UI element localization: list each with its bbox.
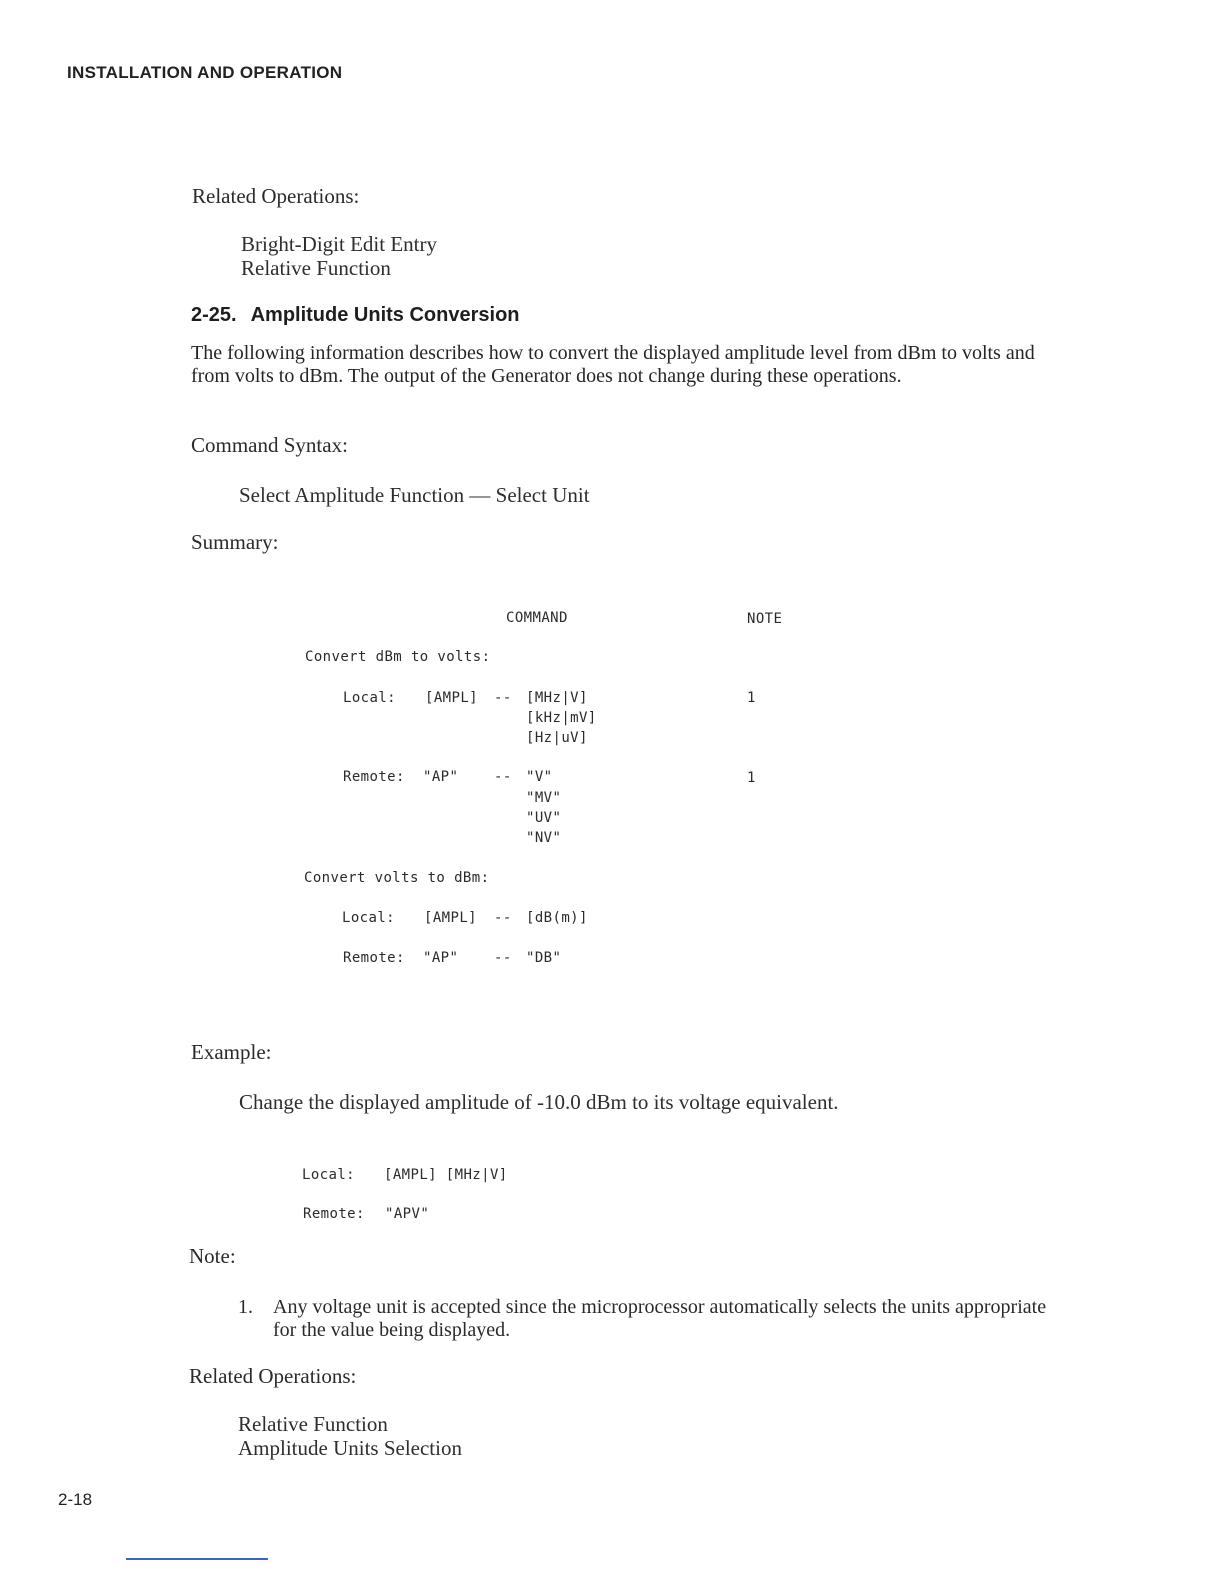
example-remote-command: "APV" xyxy=(385,1206,430,1222)
page-number: 2-18 xyxy=(58,1490,93,1509)
related-operation-item: Relative Function xyxy=(241,256,391,280)
unit-key: [Hz|uV] xyxy=(526,730,588,746)
remote-unit: "V" xyxy=(526,769,553,785)
note-label: Note: xyxy=(189,1244,236,1268)
remote-command: "AP" xyxy=(423,950,459,966)
remote-unit: "DB" xyxy=(526,950,562,966)
related-operations-label: Related Operations: xyxy=(192,184,360,208)
volts-to-dbm-heading: Convert volts to dBm: xyxy=(304,870,490,886)
note-item xyxy=(238,1296,1048,1342)
running-header: INSTALLATION AND OPERATION xyxy=(67,63,343,82)
related-operations-label: Related Operations: xyxy=(189,1364,357,1388)
remote-unit: "NV" xyxy=(526,830,562,846)
note-text: Any voltage unit is accepted since the microprocessor automatically selects the units appropriate for the value being displayed. xyxy=(273,1296,1047,1341)
column-header-note: NOTE xyxy=(747,611,783,627)
scan-edge-line xyxy=(126,1558,268,1560)
related-operation-item: Bright-Digit Edit Entry xyxy=(241,232,437,256)
separator: -- xyxy=(494,690,512,706)
ampl-key: [AMPL] xyxy=(424,910,477,926)
section-number: 2-25. xyxy=(191,304,237,326)
example-local-command: [AMPL] [MHz|V] xyxy=(384,1167,508,1183)
note-ref: 1 xyxy=(747,770,756,786)
local-label: Local: xyxy=(342,910,395,926)
command-syntax-text: Select Amplitude Function — Select Unit xyxy=(239,483,590,507)
remote-label: Remote: xyxy=(343,769,405,785)
separator: -- xyxy=(494,910,512,926)
example-text: Change the displayed amplitude of -10.0 dBm to its voltage equivalent. xyxy=(239,1090,839,1114)
column-header-command: COMMAND xyxy=(506,610,568,626)
remote-unit: "UV" xyxy=(526,810,562,826)
local-label: Local: xyxy=(343,690,396,706)
related-operation-item: Relative Function xyxy=(238,1412,388,1436)
dbm-to-volts-heading: Convert dBm to volts: xyxy=(305,649,491,665)
note-ref: 1 xyxy=(747,690,756,706)
note-number: 1. xyxy=(238,1296,253,1318)
example-remote-label: Remote: xyxy=(303,1206,365,1222)
unit-key: [dB(m)] xyxy=(526,910,588,926)
remote-unit: "MV" xyxy=(526,790,562,806)
separator: -- xyxy=(494,950,512,966)
ampl-key: [AMPL] xyxy=(425,690,478,706)
unit-key: [MHz|V] xyxy=(526,690,588,706)
related-operation-item: Amplitude Units Selection xyxy=(238,1436,462,1460)
example-local-label: Local: xyxy=(302,1167,355,1183)
separator: -- xyxy=(494,769,512,785)
section-heading xyxy=(191,304,520,327)
example-label: Example: xyxy=(191,1040,272,1064)
summary-label: Summary: xyxy=(191,530,279,554)
remote-label: Remote: xyxy=(343,950,405,966)
command-syntax-label: Command Syntax: xyxy=(191,433,348,457)
remote-command: "AP" xyxy=(423,769,459,785)
section-title: Amplitude Units Conversion xyxy=(250,304,520,326)
section-description: The following information describes how to convert the displayed amplitude level from dBm to volts and from volts to dBm. The output of the Generator does not change during these operations. xyxy=(191,342,1035,387)
unit-key: [kHz|mV] xyxy=(526,710,597,726)
